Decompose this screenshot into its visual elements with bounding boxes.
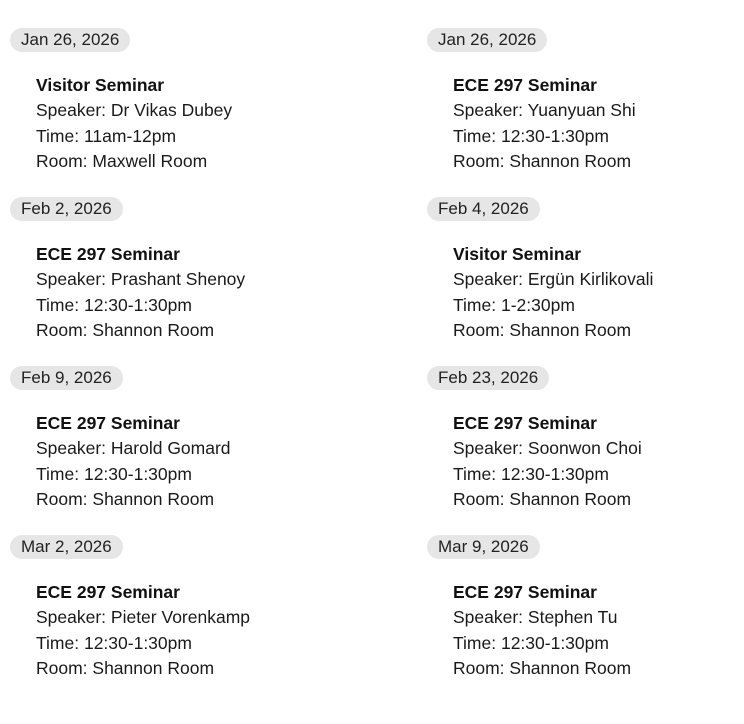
event-details <box>453 73 744 174</box>
event-card[interactable] <box>10 28 340 188</box>
event-details <box>36 411 336 512</box>
event-card[interactable] <box>427 535 744 695</box>
date-badge: Mar 2, 2026 <box>10 535 123 559</box>
event-card[interactable] <box>427 28 744 188</box>
event-title: ECE 297 Seminar <box>36 244 180 264</box>
date-badge: Feb 23, 2026 <box>427 366 549 390</box>
event-time: Time: 12:30-1:30pm <box>36 294 192 315</box>
event-title: Visitor Seminar <box>453 244 582 264</box>
event-title: ECE 297 Seminar <box>453 75 597 95</box>
event-speaker: Speaker: Pieter Vorenkamp <box>36 607 251 628</box>
date-badge: Jan 26, 2026 <box>427 28 547 52</box>
event-speaker: Speaker: Dr Vikas Dubey <box>36 100 233 121</box>
date-badge: Mar 9, 2026 <box>427 535 540 559</box>
event-card[interactable] <box>427 366 744 526</box>
event-speaker: Speaker: Yuanyuan Shi <box>453 100 636 121</box>
event-room: Room: Shannon Room <box>36 657 215 678</box>
event-room: Room: Shannon Room <box>453 657 632 678</box>
event-card[interactable] <box>427 197 744 357</box>
event-title: Visitor Seminar <box>36 75 165 95</box>
event-room: Room: Maxwell Room <box>36 150 208 171</box>
event-room: Room: Shannon Room <box>453 488 632 509</box>
event-time: Time: 12:30-1:30pm <box>453 632 609 653</box>
date-badge: Feb 2, 2026 <box>10 197 123 221</box>
date-badge: Feb 4, 2026 <box>427 197 540 221</box>
event-time: Time: 12:30-1:30pm <box>453 463 609 484</box>
event-card[interactable] <box>10 366 340 526</box>
event-room: Room: Shannon Room <box>36 319 215 340</box>
event-speaker: Speaker: Harold Gomard <box>36 438 231 459</box>
event-time: Time: 1-2:30pm <box>453 294 575 315</box>
event-speaker: Speaker: Soonwon Choi <box>453 438 642 459</box>
event-details <box>36 73 336 174</box>
event-time: Time: 12:30-1:30pm <box>453 125 609 146</box>
date-badge: Jan 26, 2026 <box>10 28 130 52</box>
event-title: ECE 297 Seminar <box>453 413 597 433</box>
event-details <box>453 242 744 343</box>
event-details <box>36 242 336 343</box>
event-title: ECE 297 Seminar <box>36 582 180 602</box>
date-badge: Feb 9, 2026 <box>10 366 123 390</box>
event-details <box>453 411 744 512</box>
event-speaker: Speaker: Stephen Tu <box>453 607 618 628</box>
event-card[interactable] <box>10 535 340 695</box>
event-details <box>453 580 744 681</box>
event-speaker: Speaker: Ergün Kirlikovali <box>453 269 654 290</box>
event-title: ECE 297 Seminar <box>453 582 597 602</box>
event-card[interactable] <box>10 197 340 357</box>
event-room: Room: Shannon Room <box>453 319 632 340</box>
event-speaker: Speaker: Prashant Shenoy <box>36 269 246 290</box>
event-time: Time: 12:30-1:30pm <box>36 632 192 653</box>
event-time: Time: 11am-12pm <box>36 125 177 146</box>
event-time: Time: 12:30-1:30pm <box>36 463 192 484</box>
event-room: Room: Shannon Room <box>36 488 215 509</box>
event-room: Room: Shannon Room <box>453 150 632 171</box>
event-details <box>36 580 336 681</box>
event-title: ECE 297 Seminar <box>36 413 180 433</box>
